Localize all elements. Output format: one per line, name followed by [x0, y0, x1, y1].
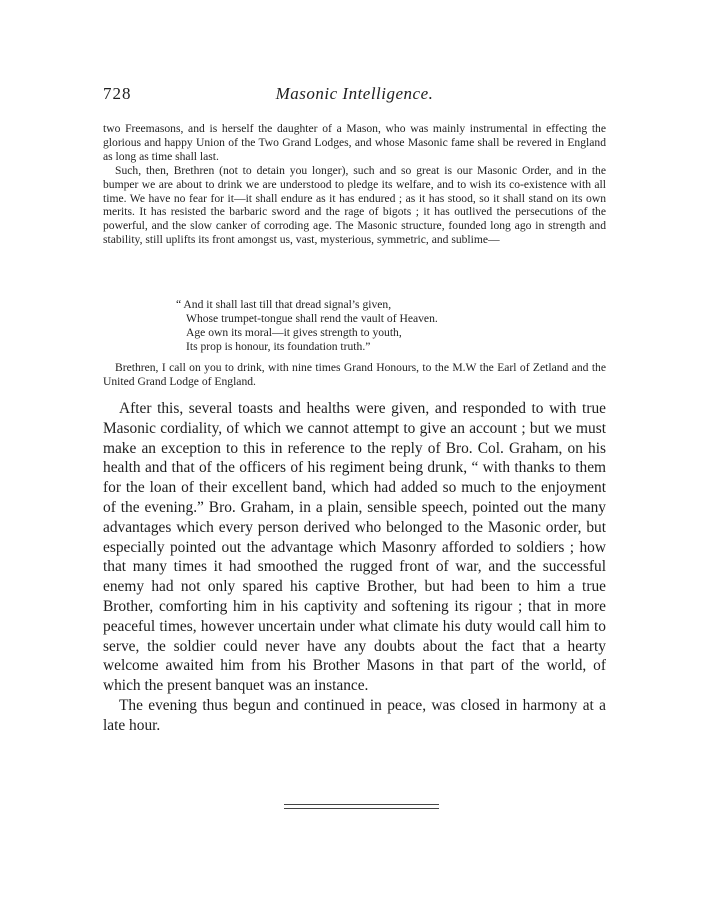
- toast-text: [103, 361, 606, 389]
- speech-paragraph-1: two Freemasons, and is herself the daughter of a Mason, who was mainly instrumental in effecting the glorious and happy Union of the Two Grand Lodges, and whose Masonic fame shall be revered in England as long as time shall last.: [103, 122, 606, 163]
- main-paragraph-1: After this, several toasts and healths were given, and responded to with true Masonic cordiality, of which we cannot attempt to give an account ; but we must make an exception to this in reference to the reply of Bro. Col. Graham, on his health and that of the officers of his regiment being drunk, “ with thanks to them for the loan of their excellent band, which had added so much to the enjoyment of the evening.” Bro. Graham, in a plain, sensible speech, pointed out the many advantages which every person derived who belonged to the Masonic order, but especially pointed out the advantage which Masonry afforded to soldiers ; how that many times it had smoothed the rugged front of war, and the successful enemy had not only spared his captive Brother, but had been to him a true Brother, comforting him in his captivity and softening its rigour ; that in more peaceful times, however uncertain under what climate his duty would call him to serve, the soldier could never have any doubts about the fact that a hearty welcome awaited him from his Brother Masons in that part of the world, of which the present banquet was an instance.: [103, 400, 606, 695]
- verse-line-4: Its prop is honour, its foundation truth.”: [186, 339, 371, 353]
- verse-line-1: “ And it shall last till that dread signal’s given,: [176, 298, 392, 311]
- toast-paragraph: Brethren, I call on you to drink, with nine times Grand Honours, to the M.W the Earl of Zetland and the United Grand Lodge of England.: [103, 361, 606, 388]
- verse-quote: [176, 298, 556, 354]
- page-number: 728: [103, 84, 132, 103]
- verse-line-2: Whose trumpet-tongue shall rend the vault of Heaven.: [186, 311, 438, 325]
- verse-line-3: Age own its moral—it gives strength to youth,: [186, 325, 402, 339]
- main-article-text: [103, 399, 606, 736]
- speech-paragraph-2: Such, then, Brethren (not to detain you longer), such and so great is our Masonic Order, and in the bumper we are about to drink we are understood to pledge its welfare, and to wish its co-existence with all time. We have no fear for it—it shall endure as it has endured ; as it has stood, so it shall stand on its own merits. It has resisted the barbaric sword and the rage of bigots ; it has outlived the persecutions of the powerful, and the slow canker of corroding age. The Masonic structure, founded long ago in strength and stability, still uplifts its front amongst us, vast, mysterious, symmetric, and sublime—: [103, 163, 606, 247]
- running-title: Masonic Intelligence.: [275, 84, 434, 103]
- speech-excerpt: [103, 122, 606, 247]
- page-header: [103, 84, 606, 108]
- section-divider-rule: [284, 804, 439, 809]
- main-paragraph-2: The evening thus begun and continued in peace, was closed in harmony at a late hour.: [103, 696, 606, 734]
